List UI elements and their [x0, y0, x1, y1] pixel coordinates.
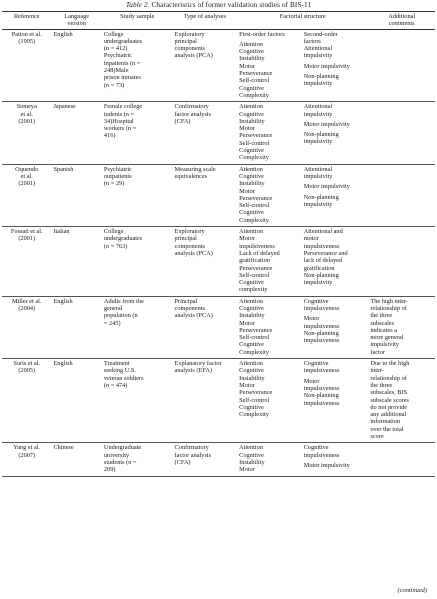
header-reference: Reference	[2, 12, 51, 30]
analysis-type-line: Explanatory factor	[174, 360, 222, 368]
study-sample-line: seeking U.S.	[103, 367, 136, 375]
first-order-factors-line: Cognitive	[239, 209, 264, 217]
language-text: Chinese	[53, 444, 74, 452]
first-order-factors-cell	[237, 29, 302, 102]
analysis-type-line: analysis (PCA)	[174, 52, 213, 60]
additional-comments-cell	[368, 102, 435, 164]
second-order-factors-line: lack of delayed	[303, 257, 343, 265]
reference-cell	[2, 227, 51, 297]
first-order-factors-line: Instability	[239, 312, 265, 320]
study-sample-cell	[102, 296, 173, 358]
additional-comments-cell	[368, 29, 435, 102]
first-order-factors-cell	[237, 227, 302, 297]
analysis-type-cell	[173, 359, 238, 443]
analysis-type-line: Measuring scale	[174, 165, 216, 173]
reference-cell	[2, 29, 51, 102]
additional-comments-line: any additional	[370, 411, 407, 419]
study-sample-cell	[102, 359, 173, 443]
second-order-factors-line: Motor impulsivity	[303, 62, 350, 70]
second-order-factors-line: Attentional	[303, 103, 333, 111]
study-sample-cell	[102, 102, 173, 164]
first-order-factors-line: Attention	[239, 165, 263, 173]
first-order-factors-line: Motor	[239, 466, 255, 474]
additional-comments-line: The high inter-	[370, 297, 408, 305]
header-analyses: Type of analyses	[173, 12, 238, 30]
second-order-factors-cell	[302, 102, 369, 164]
language-text: Spanish	[53, 165, 74, 173]
analysis-type-line: equivalences	[174, 172, 208, 180]
second-order-factors-line: impulsivity	[303, 200, 333, 208]
analysis-type-line: components	[174, 45, 205, 53]
additional-comments-line: subscales	[370, 319, 395, 327]
first-order-factors-line: Self-control	[239, 271, 270, 279]
analysis-type-line: (CFA)	[174, 458, 191, 466]
first-order-factors-line: Attention	[239, 103, 263, 111]
bis11-validation-table	[2, 11, 435, 477]
second-order-factors-line: impulsivity	[303, 80, 333, 88]
study-sample-line: (n = 474)	[103, 381, 128, 389]
second-order-factors-line: Motor impulsivity	[303, 183, 350, 191]
study-sample-line: 209)	[103, 466, 116, 474]
second-order-factors-line: impulsivity	[303, 279, 333, 287]
additional-comments-cell	[368, 164, 435, 226]
reference-line: et al.	[20, 172, 33, 180]
table-caption	[0, 1, 437, 9]
second-order-factors-line: Attentional	[303, 45, 333, 53]
study-sample-line: 34)Hospital	[103, 117, 134, 125]
first-order-factors-line: complexity	[239, 286, 268, 294]
reference-line: Yang et al.	[13, 444, 41, 452]
first-order-factors-line: Perseverance	[239, 70, 273, 78]
second-order-factors-line: impulsiveness	[303, 304, 340, 312]
first-order-factors-cell	[237, 102, 302, 164]
analysis-type-cell	[173, 443, 238, 476]
reference-line: Suris et al.	[13, 360, 41, 368]
second-order-factors-line: Non-planning	[303, 73, 339, 81]
first-order-factors-line: Complexity	[239, 91, 269, 99]
language-text: Japanese	[53, 103, 76, 111]
reference-line: Fossati et al.	[10, 228, 43, 236]
first-order-factors-line: Cognitive	[239, 341, 264, 349]
additional-comments-line: the three	[370, 312, 393, 320]
analysis-type-line: analysis (PCA)	[174, 249, 213, 257]
additional-comments-cell	[368, 359, 435, 443]
study-sample-cell	[102, 443, 173, 476]
language-text: English	[53, 360, 73, 368]
additional-comments-line: over the total	[370, 425, 404, 433]
analysis-type-line: Confirmatory	[174, 103, 209, 111]
reference-line: (2001)	[18, 235, 36, 243]
reference-line: et al.	[20, 110, 33, 118]
second-order-factors-cell	[302, 443, 369, 476]
first-order-factors-line: impulsiveness	[239, 242, 275, 250]
study-sample-line: university	[103, 451, 130, 459]
additional-comments-line: Due to the high	[370, 360, 410, 368]
first-order-factors-line: Self-control	[239, 77, 270, 85]
study-sample-cell	[102, 227, 173, 297]
reference-cell	[2, 443, 51, 476]
study-sample-line: (n = 412)	[103, 45, 128, 53]
analysis-type-cell	[173, 29, 238, 102]
study-sample-line: (n = 73)	[103, 81, 125, 89]
table-row	[2, 296, 435, 358]
analysis-type-line: factor analysis	[174, 110, 212, 118]
first-order-factors-line: First-order factors	[239, 30, 285, 38]
first-order-factors-line: Attention	[239, 297, 263, 305]
table-header-row	[2, 12, 435, 30]
analysis-type-line: Principal	[174, 297, 198, 305]
header-comments: Additional comments	[368, 12, 435, 30]
study-sample-line: inpatients (n =	[103, 59, 141, 67]
additional-comments-line: the three	[370, 381, 393, 389]
first-order-factors-line: Lack of delayed	[239, 249, 280, 257]
analysis-type-line: principal	[174, 235, 197, 243]
table-body	[2, 29, 435, 476]
study-sample-line: undergraduates	[103, 37, 143, 45]
analysis-type-line: components	[174, 242, 205, 250]
analysis-type-line: components	[174, 304, 205, 312]
second-order-factors-line: Cognitive	[303, 297, 329, 305]
second-order-factors-line: motor	[303, 235, 319, 243]
additional-comments-line: information	[370, 418, 401, 426]
reference-line: (1995)	[18, 37, 36, 45]
first-order-factors-line: Motor	[239, 235, 255, 243]
first-order-factors-line: Self-control	[239, 202, 270, 210]
first-order-factors-line: Cognitive	[239, 48, 264, 56]
first-order-factors-line: Complexity	[239, 411, 269, 419]
study-sample-line: Treatment	[103, 360, 130, 368]
first-order-factors-line: gratification	[239, 257, 270, 265]
additional-comments-cell	[368, 296, 435, 358]
header-sample: Study sample	[102, 12, 173, 30]
language-cell	[51, 29, 101, 102]
analysis-type-line: analysis (EFA)	[174, 367, 213, 375]
study-sample-line: (n = 29)	[103, 180, 125, 188]
study-sample-line: population (n	[103, 312, 138, 320]
first-order-factors-line: Attention	[239, 360, 263, 368]
reference-cell	[2, 164, 51, 226]
reference-line: (2005)	[18, 367, 36, 375]
analysis-type-cell	[173, 164, 238, 226]
first-order-factors-line: Cognitive	[239, 110, 264, 118]
second-order-factors-line: impulsiveness	[303, 337, 340, 345]
second-order-factors-line: Non-planning	[303, 392, 339, 400]
additional-comments-line: impulsivity	[370, 341, 400, 349]
table-row	[2, 102, 435, 164]
second-order-factors-line: Non-planning	[303, 193, 339, 201]
first-order-factors-line: Cognitive	[239, 403, 264, 411]
second-order-factors-line: impulsivity	[303, 172, 333, 180]
first-order-factors-line: Perseverance	[239, 132, 273, 140]
second-order-factors-line: Non-planning	[303, 131, 339, 139]
language-cell	[51, 296, 101, 358]
analysis-type-cell	[173, 227, 238, 297]
second-order-factors-line: Attentional	[303, 165, 333, 173]
first-order-factors-line: Cognitive	[239, 147, 264, 155]
second-order-factors-line: Motor	[303, 377, 320, 385]
first-order-factors-line: Instability	[239, 458, 265, 466]
first-order-factors-line: Self-control	[239, 139, 270, 147]
reference-line: Patton et al.	[11, 30, 42, 38]
second-order-factors-line: impulsivity	[303, 110, 333, 118]
study-sample-line: Female college	[103, 103, 143, 111]
language-text: English	[53, 297, 73, 305]
analysis-type-cell	[173, 296, 238, 358]
second-order-factors-cell	[302, 296, 369, 358]
header-factorial-structure: Factorial structure	[237, 12, 368, 30]
study-sample-line: College	[103, 228, 124, 236]
analysis-type-line: (CFA)	[174, 117, 191, 125]
analysis-type-line: principal	[174, 37, 197, 45]
analysis-type-line: Exploratory	[174, 30, 205, 38]
first-order-factors-line: Instability	[239, 55, 265, 63]
first-order-factors-line: Complexity	[239, 216, 269, 224]
analysis-type-line: factor analysis	[174, 451, 212, 459]
language-text: English	[53, 30, 73, 38]
study-sample-line: (n = 763)	[103, 242, 128, 250]
table-row	[2, 29, 435, 102]
table-row	[2, 227, 435, 297]
first-order-factors-line: Cognitive	[239, 172, 264, 180]
study-sample-line: tudents (n =	[103, 110, 135, 118]
second-order-factors-line: impulsiveness	[303, 451, 340, 459]
additional-comments-line: score	[370, 433, 384, 441]
first-order-factors-line: Cognitive	[239, 367, 264, 375]
first-order-factors-line: Self-control	[239, 334, 270, 342]
first-order-factors-line: Perseverance	[239, 264, 273, 272]
study-sample-line: prison inmates	[103, 74, 141, 82]
reference-line: (2007)	[18, 451, 36, 459]
study-sample-line: veteran soldiers	[103, 374, 144, 382]
second-order-factors-cell	[302, 164, 369, 226]
study-sample-line: 248)Male	[103, 67, 129, 75]
second-order-factors-line: Cognitive	[303, 360, 329, 368]
language-cell	[51, 102, 101, 164]
first-order-factors-line: Instability	[239, 180, 265, 188]
second-order-factors-line: Second-order	[303, 30, 338, 38]
language-cell	[51, 443, 101, 476]
analysis-type-line: Confirmatory	[174, 444, 209, 452]
first-order-factors-line: Motor	[239, 381, 255, 389]
first-order-factors-line: Complexity	[239, 348, 269, 356]
study-sample-line: Adults from the	[103, 297, 144, 305]
first-order-factors-line: Instability	[239, 374, 265, 382]
table-row	[2, 164, 435, 226]
first-order-factors-line: Instability	[239, 117, 265, 125]
study-sample-cell	[102, 164, 173, 226]
first-order-factors-line: Cognitive	[239, 84, 264, 92]
additional-comments-line: subscale scores	[370, 396, 409, 404]
second-order-factors-line: gratification	[303, 264, 335, 272]
second-order-factors-line: impulsiveness	[303, 322, 340, 330]
reference-line: Someya	[16, 103, 37, 111]
reference-line: (2001)	[18, 117, 36, 125]
reference-line: (2004)	[18, 304, 36, 312]
second-order-factors-line: Motor	[303, 315, 320, 323]
first-order-factors-line: Perseverance	[239, 389, 273, 397]
second-order-factors-line: impulsiveness	[303, 367, 340, 375]
analysis-type-cell	[173, 102, 238, 164]
reference-cell	[2, 359, 51, 443]
first-order-factors-line: Cognitive	[239, 304, 264, 312]
study-sample-line: workers (n =	[103, 125, 137, 133]
second-order-factors-line: Motor impulsivity	[303, 461, 350, 469]
additional-comments-line: factor	[370, 348, 386, 356]
study-sample-line: general	[103, 304, 123, 312]
second-order-factors-line: impulsivity	[303, 52, 333, 60]
second-order-factors-line: Motor impulsivity	[303, 120, 350, 128]
first-order-factors-line: Self-control	[239, 396, 270, 404]
first-order-factors-line: Attention	[239, 40, 263, 48]
second-order-factors-line: impulsiveness	[303, 399, 340, 407]
study-sample-line: Psychiatric	[103, 165, 132, 173]
second-order-factors-line: impulsivity	[303, 138, 333, 146]
second-order-factors-line: factors	[303, 37, 321, 45]
reference-line: Miller et al.	[11, 297, 42, 305]
study-sample-line: Undergraduate	[103, 444, 142, 452]
second-order-factors-cell	[302, 227, 369, 297]
reference-cell	[2, 102, 51, 164]
study-sample-line: outpatients	[103, 172, 132, 180]
first-order-factors-line: Perseverance	[239, 194, 273, 202]
second-order-factors-cell	[302, 359, 369, 443]
first-order-factors-line: Motor	[239, 319, 255, 327]
analysis-type-line: Exploratory	[174, 228, 205, 236]
language-text: Italian	[53, 228, 70, 236]
second-order-factors-line: Non-planning	[303, 271, 339, 279]
header-language: Language version	[51, 12, 101, 30]
first-order-factors-line: Perseverance	[239, 326, 273, 334]
additional-comments-line: inter-	[370, 367, 384, 375]
first-order-factors-cell	[237, 296, 302, 358]
reference-cell	[2, 296, 51, 358]
reference-line: Oquendo	[15, 165, 39, 173]
study-sample-line: Psychiatric	[103, 52, 132, 60]
table-label: Table 2.	[125, 1, 150, 9]
table-title: Characteristics of former validation studies of BIS-11	[149, 1, 312, 9]
study-sample-line: College	[103, 30, 124, 38]
study-sample-line: undergraduates	[103, 235, 143, 243]
study-sample-line: students (n =	[103, 458, 137, 466]
first-order-factors-cell	[237, 359, 302, 443]
first-order-factors-line: Cognitive	[239, 279, 264, 287]
study-sample-line: = 245)	[103, 319, 121, 327]
first-order-factors-cell	[237, 164, 302, 226]
language-cell	[51, 227, 101, 297]
second-order-factors-cell	[302, 29, 369, 102]
study-sample-line: 416)	[103, 132, 116, 140]
study-sample-cell	[102, 29, 173, 102]
additional-comments-line: relationship of	[370, 374, 407, 382]
language-cell	[51, 359, 101, 443]
first-order-factors-line: Complexity	[239, 154, 269, 162]
first-order-factors-cell	[237, 443, 302, 476]
additional-comments-cell	[368, 227, 435, 297]
additional-comments-line: more general	[370, 334, 404, 342]
second-order-factors-line: impulsiveness	[303, 384, 340, 392]
additional-comments-line: indicates a	[370, 326, 398, 334]
additional-comments-line: do not provide	[370, 403, 408, 411]
second-order-factors-line: Attentional and	[303, 228, 343, 236]
second-order-factors-line: Perseverance and	[303, 249, 348, 257]
table-row	[2, 443, 435, 476]
second-order-factors-line: Cognitive	[303, 444, 329, 452]
second-order-factors-line: Non-planning	[303, 329, 339, 337]
first-order-factors-line: Motor	[239, 125, 255, 133]
first-order-factors-line: Attention	[239, 444, 263, 452]
first-order-factors-line: Attention	[239, 228, 263, 236]
second-order-factors-line: impulsiveness	[303, 242, 340, 250]
first-order-factors-line: Motor	[239, 62, 255, 70]
analysis-type-line: analysis (PCA)	[174, 312, 213, 320]
continued-note: (continued)	[397, 587, 427, 594]
table-row	[2, 359, 435, 443]
additional-comments-line: relationship of	[370, 304, 407, 312]
first-order-factors-line: Cognitive	[239, 451, 264, 459]
reference-line: (2001)	[18, 180, 36, 188]
additional-comments-line: subscales, BIS	[370, 389, 408, 397]
first-order-factors-line: Motor	[239, 187, 255, 195]
additional-comments-cell	[368, 443, 435, 476]
language-cell	[51, 164, 101, 226]
